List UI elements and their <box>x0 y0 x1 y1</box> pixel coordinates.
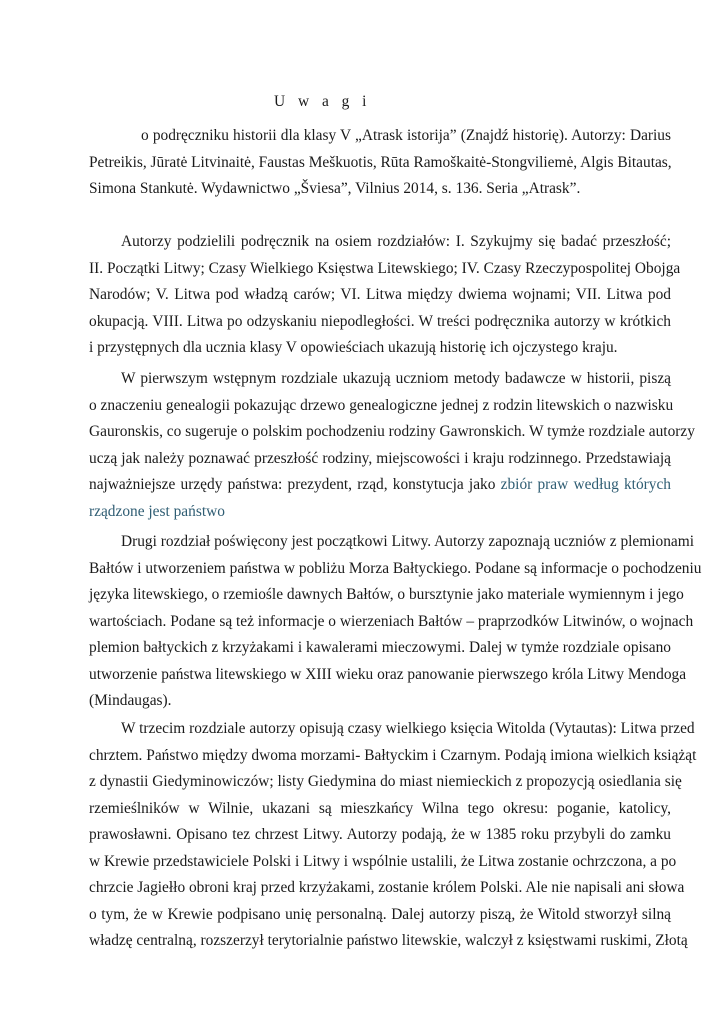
text-line: W pierwszym wstępnym rozdziale ukazują uczniom metody badawcze w historii, piszą <box>121 370 671 387</box>
paragraph-1 <box>89 229 681 362</box>
text-line <box>89 499 671 526</box>
text-line: władzę centralną, rozszerzył terytorialnie państwo litewskie, walczył z księstwami ruskimi, Złotą <box>89 932 688 949</box>
text-line: o tym, że w Krewie podpisano unię personalną. Dalej autorzy piszą, że Witold stworzył silną <box>89 905 671 923</box>
text-line: o znaczeniu genealogii pokazując drzewo genealogiczne jednej z rodzin litewskich o nazwisku <box>89 396 674 414</box>
text-line: prawosławni. Opisano tez chrzest Litwy. Autorzy podają, że w 1385 roku przybyli do zamku <box>89 826 671 843</box>
text-line: II. Początki Litwy; Czasy Wielkiego Księstwa Litewskiego; IV. Czasy Rzeczypospolitej Obojga <box>89 259 681 277</box>
text-line <box>89 472 671 499</box>
text-line: uczą jak należy poznawać przeszłość rodziny, miejscowości i kraju rodzinnego. Przedstawiają <box>89 449 671 467</box>
text-line: rzemieślników w Wilnie, ukazani są mieszkańcy Wilna tego okresu: poganie, katolicy, <box>89 799 671 817</box>
text-line: (Mindaugas). <box>89 692 172 709</box>
text-line: Autorzy podzielili podręcznik na osiem rozdziałów: I. Szykujmy się badać przeszłość; <box>121 233 671 250</box>
text-line: z dynastii Giedyminowiczów; listy Giedymina do miast niemieckich z propozycją osiedlania się <box>89 773 682 790</box>
text-line: chrztem. Państwo między dwoma morzami- Bałtyckim i Czarnym. Podają imiona wielkich książąt <box>89 746 697 764</box>
text-line: utworzenie państwa litewskiego w XIII wieku oraz panowanie pierwszego króla Litwy Mendoga <box>89 665 687 683</box>
text-line: chrzcie Jagiełło obroni kraj przed krzyżakami, zostanie królem Polski. Ale nie napisali ani słowa <box>89 879 685 896</box>
text-line: Narodów; V. Litwa pod władzą carów; VI. Litwa między dwiema wojnami; VII. Litwa pod <box>89 286 671 303</box>
text-line: Gauronskis, co sugeruje o polskim pochodzeniu rodziny Gawronskich. W tymże rozdziale autorzy <box>89 423 695 440</box>
paragraph-2 <box>89 366 695 525</box>
text-line: plemion bałtyckich z krzyżakami i kawalerami mieczowymi. Dalej w tymże rozdziale opisano <box>89 639 671 656</box>
intro-paragraph <box>89 123 671 203</box>
text-line: W trzecim rozdziale autorzy opisują czasy wielkiego księcia Witolda (Vytautas): Litwa przed <box>121 720 695 737</box>
highlighted-text: zbiór praw według których <box>500 476 671 493</box>
text-line: i przystępnych dla ucznia klasy V opowieściach ukazują historię ich ojczystego kraju. <box>89 339 618 356</box>
text-line: okupacją. VIII. Litwa po odzyskaniu niepodległości. W treści podręcznika autorzy w krótkich <box>89 312 671 330</box>
text-line: Drugi rozdział poświęcony jest początkowi Litwy. Autorzy zapoznają uczniów z plemionami <box>121 533 694 550</box>
paragraph-3 <box>89 529 702 715</box>
text-line: języka litewskiego, o rzemiośle dawnych Bałtów, o bursztynie jako materiale wymiennym i jego <box>89 586 684 603</box>
text-line: Simona Stankutė. Wydawnictwo „Šviesa”, Vilnius 2014, s. 136. Seria „Atrask”. <box>89 180 581 197</box>
text-line: w Krewie przedstawiciele Polski i Litwy i wspólnie ustalili, że Litwa zostanie ochrzczona, a po <box>89 852 677 870</box>
paragraph-4 <box>89 716 697 955</box>
text-line: Bałtów i utworzeniem państwa w pobliżu Morza Bałtyckiego. Podane są informacje o pochodzeniu <box>89 559 702 577</box>
text-segment: najważniejsze urzędy państwa: prezydent, rząd, konstytucja jako <box>89 476 496 493</box>
text-line: o podręczniku historii dla klasy V „Atrask istorija” (Znajdź historię). Autorzy: Darius <box>141 127 671 144</box>
text-line: Petreikis, Jūratė Litvinaitė, Faustas Meškuotis, Rūta Ramoškaitė-Stongviliemė, Algis Bitautas, <box>89 153 672 171</box>
text-line: wartościach. Podane są też informacje o wierzeniach Bałtów – praprzodków Litwinów, o wojnach <box>89 612 694 630</box>
document-title: U w a g i <box>274 93 371 110</box>
highlighted-text: rządzone jest państwo <box>89 502 225 520</box>
